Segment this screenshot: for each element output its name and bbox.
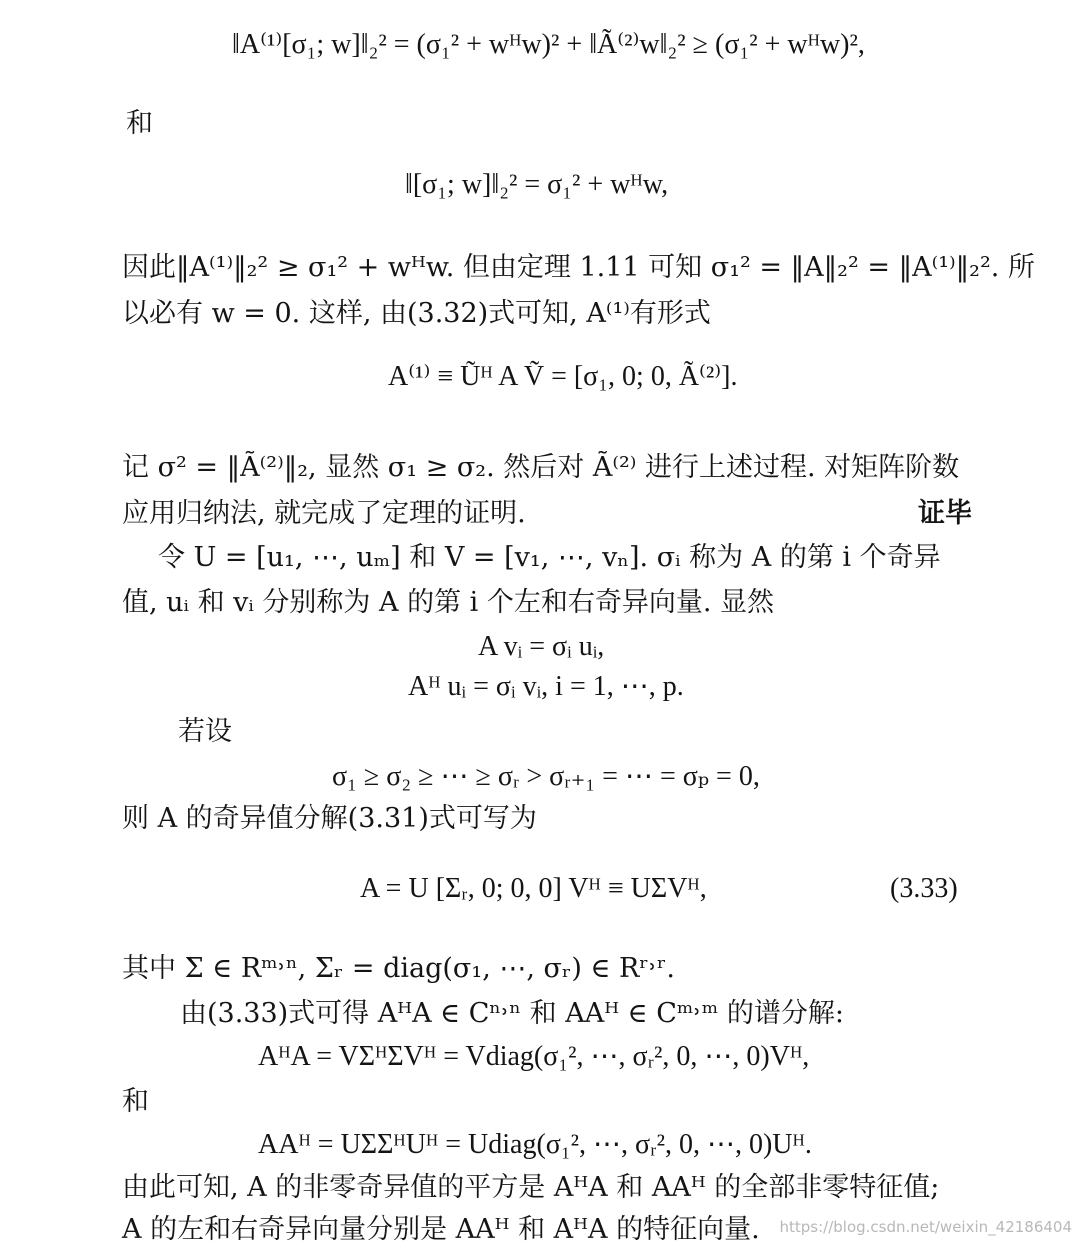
watermark-url: https://blog.csdn.net/weixin_42186404 [779,1218,1072,1236]
equation-a1-form: A⁽¹⁾ ≡ Ũᴴ A Ṽ = [σ₁, 0; 0, Ã⁽²⁾]. [388,361,738,392]
paragraph-line: 应用归纳法, 就完成了定理的证明. [122,498,526,529]
equation-norm-sigma-w: ‖[σ₁; w]‖₂² = σ₁² + wᴴw, [405,169,669,200]
paragraph-line: 由此可知, A 的非零奇异值的平方是 AᴴA 和 AAᴴ 的全部非零特征值; [122,1172,940,1203]
paragraph-line: 则 A 的奇异值分解(3.31)式可写为 [122,803,537,834]
text-he: 和 [122,1086,149,1117]
paragraph-line: 若设 [178,716,232,747]
text-he: 和 [126,108,153,139]
paragraph-line: 其中 Σ ∈ Rᵐ˒ⁿ, Σᵣ = diag(σ₁, ⋯, σᵣ) ∈ Rʳ˒ʳ. [122,953,675,984]
equation-number: (3.33) [890,873,958,904]
equation-av: A vᵢ = σᵢ uᵢ, [478,631,605,662]
paragraph-line: A 的左和右奇异向量分别是 AAᴴ 和 AᴴA 的特征向量. [122,1214,760,1245]
paragraph-line: 记 σ² = ‖Ã⁽²⁾‖₂, 显然 σ₁ ≥ σ₂. 然后对 Ã⁽²⁾ 进行上述过程. 对矩阵阶数 [122,452,960,483]
equation-sigma-order: σ₁ ≥ σ₂ ≥ ⋯ ≥ σᵣ > σᵣ₊₁ = ⋯ = σₚ = 0, [332,761,760,792]
paragraph-line: 因此‖A⁽¹⁾‖₂² ≥ σ₁² + wᴴw. 但由定理 1.11 可知 σ₁² = ‖A‖₂² = ‖A⁽¹⁾‖₂². 所 [122,252,1035,283]
equation-aha: AᴴA = VΣᴴΣVᴴ = Vdiag(σ₁², ⋯, σᵣ², 0, ⋯, 0)Vᴴ, [258,1041,810,1072]
paragraph-line: 由(3.33)式可得 AᴴA ∈ Cⁿ˒ⁿ 和 AAᴴ ∈ Cᵐ˒ᵐ 的谱分解: [180,998,844,1029]
equation-svd: A = U [Σᵣ, 0; 0, 0] Vᴴ ≡ UΣVᴴ, [360,873,707,904]
paragraph-line: 令 U = [u₁, ⋯, uₘ] 和 V = [v₁, ⋯, vₙ]. σᵢ 称为 A 的第 i 个奇异 [158,542,941,573]
equation-ahu: Aᴴ uᵢ = σᵢ vᵢ, i = 1, ⋯, p. [408,671,684,702]
equation-norm-a1: ‖A⁽¹⁾[σ₁; w]‖₂² = (σ₁² + wᴴw)² + ‖Ã⁽²⁾w‖₂² ≥ (σ₁² + wᴴw)², [232,29,865,60]
equation-aah: AAᴴ = UΣΣᴴUᴴ = Udiag(σ₁², ⋯, σᵣ², 0, ⋯, 0)Uᴴ. [258,1129,812,1160]
paragraph-line: 以必有 w = 0. 这样, 由(3.32)式可知, A⁽¹⁾有形式 [122,298,711,329]
paragraph-line: 值, uᵢ 和 vᵢ 分别称为 A 的第 i 个左和右奇异向量. 显然 [122,587,775,618]
qed-mark: 证毕 [918,498,972,529]
